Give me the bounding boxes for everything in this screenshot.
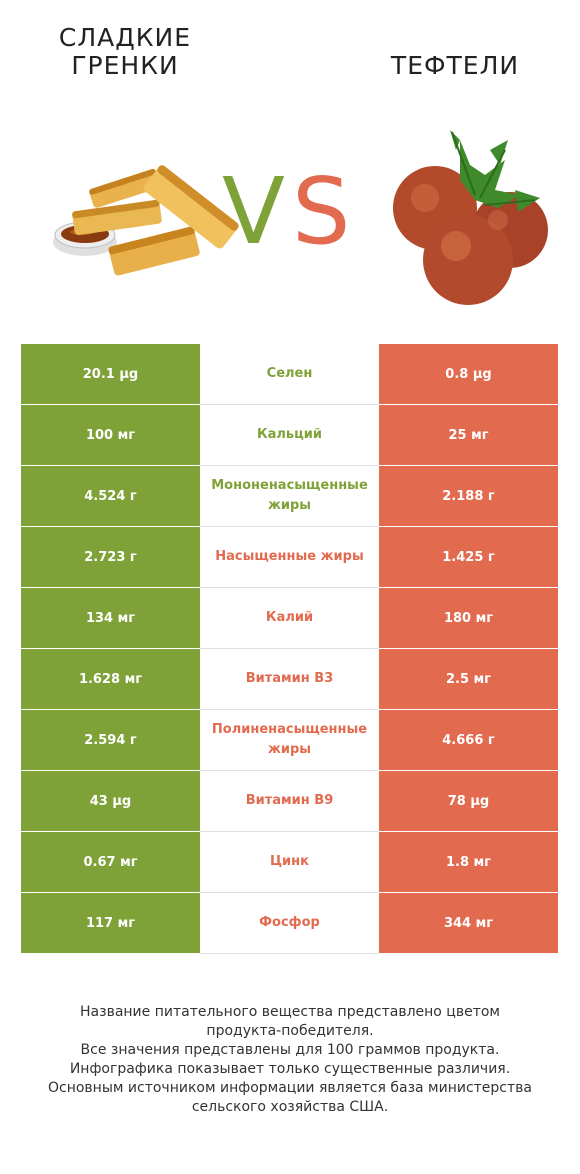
left-value: 0.67 мг — [21, 832, 200, 893]
nutrient-name — [200, 649, 379, 710]
nutrient-name-label: Мононенасыщенные жиры — [211, 478, 368, 513]
nutrient-row — [21, 710, 558, 771]
nutrient-row — [21, 893, 558, 954]
nutrient-name-label: Селен — [266, 366, 313, 381]
nutrient-row — [21, 588, 558, 649]
nutrient-name-label: Цинк — [270, 854, 309, 869]
left-value: 43 µg — [21, 771, 200, 832]
left-value: 117 мг — [21, 893, 200, 954]
right-value: 25 мг — [379, 405, 558, 466]
left-value: 20.1 µg — [21, 344, 200, 405]
right-value: 4.666 г — [379, 710, 558, 771]
nutrient-name-label: Кальций — [257, 427, 322, 442]
nutrient-row — [21, 649, 558, 710]
nutrient-name — [200, 832, 379, 893]
nutrient-row — [21, 405, 558, 466]
footnote-line: Основным источником информации является база министерства — [48, 1080, 532, 1096]
left-title-line1: СЛАДКИЕ — [58, 23, 192, 52]
nutrient-name — [200, 405, 379, 466]
nutrient-comparison-table — [21, 344, 558, 954]
nutrient-name-label: Насыщенные жиры — [215, 549, 364, 564]
left-product-title — [30, 24, 220, 80]
vs-letter-s: S — [292, 158, 351, 265]
nutrient-name — [200, 527, 379, 588]
nutrient-row — [21, 527, 558, 588]
nutrient-name — [200, 466, 379, 527]
nutrient-name — [200, 588, 379, 649]
nutrient-name — [200, 771, 379, 832]
footnote — [20, 1003, 560, 1117]
right-value: 2.188 г — [379, 466, 558, 527]
left-value: 2.723 г — [21, 527, 200, 588]
meatballs-image — [390, 120, 550, 310]
right-value: 0.8 µg — [379, 344, 558, 405]
vs-letter-v: V — [222, 158, 285, 265]
nutrient-row — [21, 344, 558, 405]
left-value: 1.628 мг — [21, 649, 200, 710]
footnote-line: продукта-победителя. — [206, 1023, 374, 1039]
left-value: 2.594 г — [21, 710, 200, 771]
left-value: 134 мг — [21, 588, 200, 649]
nutrient-row — [21, 832, 558, 893]
nutrient-name-label: Фосфор — [259, 915, 320, 930]
footnote-line: Название питательного вещества представлено цветом — [80, 1004, 500, 1020]
right-product-title: ТЕФТЕЛИ — [390, 51, 520, 80]
right-value: 2.5 мг — [379, 649, 558, 710]
footnote-line: Все значения представлены для 100 граммов продукта. — [80, 1042, 500, 1058]
right-value: 78 µg — [379, 771, 558, 832]
french-toast-image — [50, 150, 240, 290]
nutrient-name — [200, 893, 379, 954]
footnote-line: Инфографика показывает только существенные различия. — [69, 1061, 511, 1077]
left-value: 100 мг — [21, 405, 200, 466]
nutrient-name-label: Калий — [265, 610, 314, 625]
nutrient-name-label: Полиненасыщенные жиры — [211, 722, 368, 757]
left-value: 4.524 г — [21, 466, 200, 527]
left-title-line2: ГРЕНКИ — [71, 51, 179, 80]
nutrient-name-label: Витамин B3 — [245, 671, 334, 686]
right-value: 344 мг — [379, 893, 558, 954]
right-value: 1.8 мг — [379, 832, 558, 893]
footnote-line: сельского хозяйства США. — [191, 1099, 389, 1115]
nutrient-name — [200, 710, 379, 771]
nutrient-name — [200, 344, 379, 405]
right-value: 1.425 г — [379, 527, 558, 588]
nutrient-name-label: Витамин B9 — [245, 793, 334, 808]
nutrient-row — [21, 771, 558, 832]
right-value: 180 мг — [379, 588, 558, 649]
nutrient-row — [21, 466, 558, 527]
